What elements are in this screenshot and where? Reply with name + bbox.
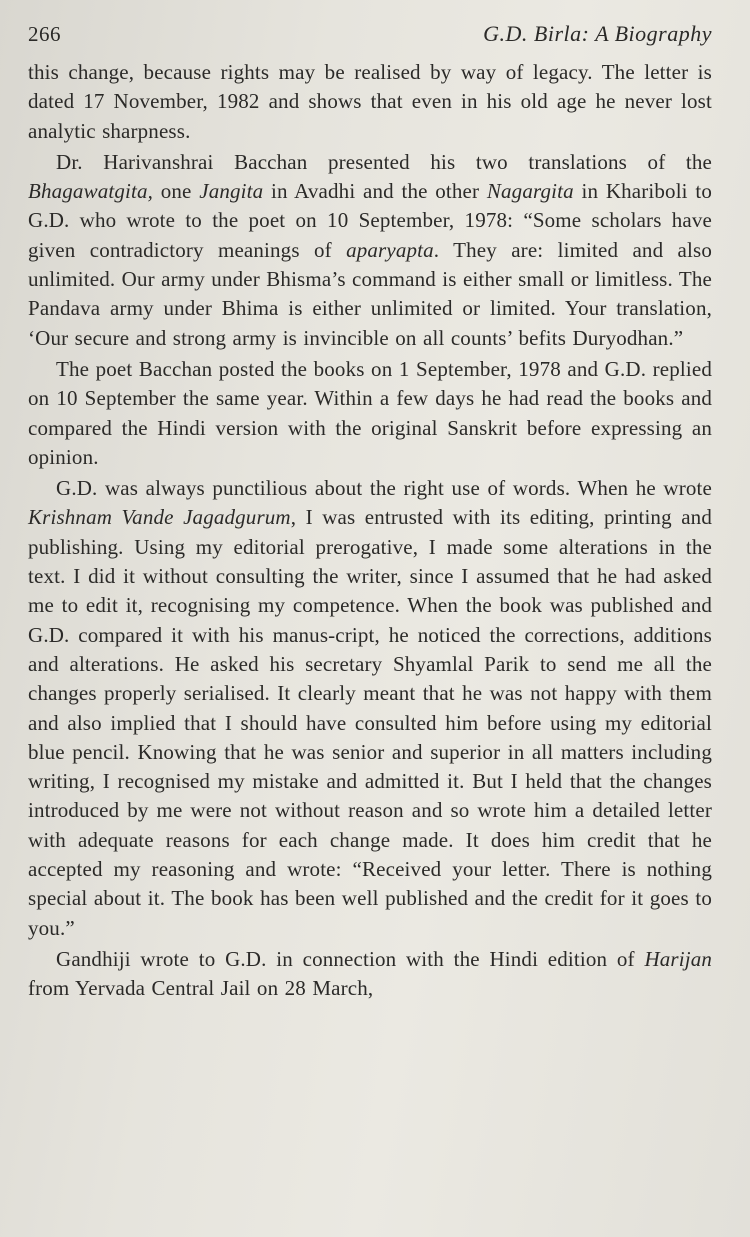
- text-run: this change, because rights may be realised by way of legacy. The letter is dated 17 November, 1982 and shows that even in his old age he never lost analytic sharpness.: [28, 60, 712, 143]
- text-run: in Khariboli to G.D. who wrote to the poet on 10 September, 1978: “Some scholars have given contradictory meanings of: [28, 179, 712, 262]
- running-head: [28, 14, 712, 58]
- italic-text: Bhagawatgita,: [28, 179, 154, 204]
- paragraph: [28, 148, 712, 353]
- paragraph: [28, 945, 712, 1004]
- text-run: G.D. was always punctilious about the right use of words. When he wrote: [56, 476, 712, 501]
- text-run: one: [153, 179, 200, 204]
- body-text: [28, 58, 712, 1004]
- italic-text: Jangita: [199, 179, 264, 204]
- text-run: . They are: limited and also unlimited. Our army under Bhisma’s command is either small or limitless. The Pandava army under Bhima is either unlimited or limited. Your translation, ‘Our secure and strong army is invincible on all counts’ befits Duryodhan.”: [28, 237, 712, 350]
- running-title: G.D. Birla: A Biography: [483, 21, 712, 46]
- paragraph: [28, 474, 712, 943]
- italic-text: Nagargita: [486, 179, 574, 204]
- page-number: 266: [28, 22, 61, 46]
- text-run: The poet Bacchan posted the books on 1 September, 1978 and G.D. replied on 10 September the same year. Within a few days he had read the books and compared the Hindi version with the original Sanskrit before expressing an opinion.: [28, 356, 712, 469]
- italic-text: Krishnam Vande Jagadgurum: [28, 505, 291, 530]
- italic-text: Harijan: [644, 946, 712, 971]
- text-run: , I was entrusted with its editing, printing and publishing. Using my editorial prerogative, I made some alterations in the text. I did it without consulting the writer, since I assumed that he had asked me to edit it, recognising my competence. When the book was published and G.D. compared it with his manus-cript, he noticed the corrections, additions and alterations. He asked his secretary Shyamlal Parik to send me all the changes properly serialised. It clearly meant that he was not happy with them and also implied that I should have consulted him before using my editorial blue pencil. Knowing that he was senior and superior in all matters including writing, I recognised my mistake and admitted it. But I held that the changes introduced by me were not without reason and so wrote him a detailed letter with adequate reasons for each change made. It does him credit that he accepted my reasoning and wrote: “Received your letter. There is nothing special about it. The book has been well published and the credit for it goes to you.”: [28, 505, 712, 940]
- text-run: Gandhiji wrote to G.D. in connection with the Hindi edition of: [56, 946, 645, 971]
- text-run: Dr. Harivanshrai Bacchan presented his two translations of the: [56, 149, 712, 174]
- paragraph: [28, 58, 712, 146]
- text-run: in Avadhi and the other: [263, 179, 487, 204]
- italic-text: aparyapta: [346, 237, 434, 262]
- text-run: from Yervada Central Jail on 28 March,: [28, 976, 374, 1001]
- paragraph: [28, 355, 712, 472]
